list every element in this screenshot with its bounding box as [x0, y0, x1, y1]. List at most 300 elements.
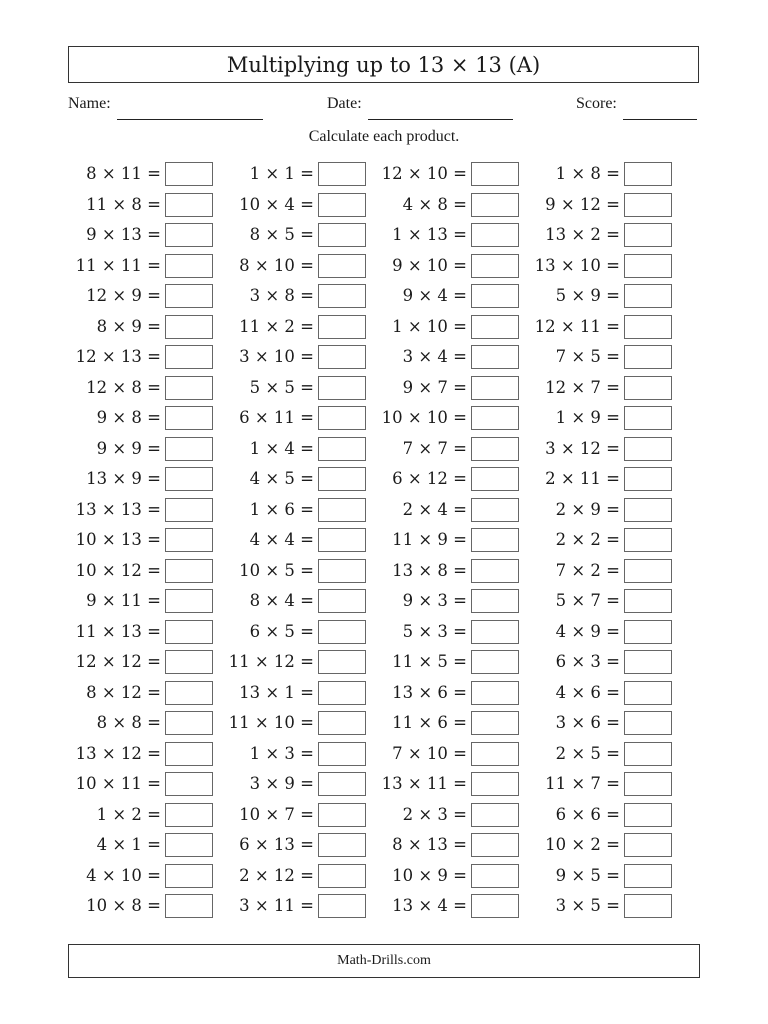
problem-expression: 3 × 10 =	[239, 347, 314, 366]
problem-cell	[221, 678, 374, 709]
problem-cell	[527, 281, 680, 312]
answer-box[interactable]	[471, 559, 519, 583]
problem-row	[68, 525, 700, 556]
problem-row	[68, 708, 700, 739]
answer-box[interactable]	[471, 833, 519, 857]
answer-box[interactable]	[471, 284, 519, 308]
answer-box[interactable]	[318, 833, 366, 857]
problem-cell	[68, 281, 221, 312]
problem-row	[68, 251, 700, 282]
problem-cell	[68, 830, 221, 861]
problem-expression: 4 × 8 =	[402, 194, 467, 214]
answer-box[interactable]	[624, 528, 672, 552]
problem-row	[68, 342, 700, 373]
problem-cell	[527, 830, 680, 861]
problem-cell	[374, 891, 527, 922]
answer-box[interactable]	[318, 772, 366, 796]
answer-box[interactable]	[624, 772, 672, 796]
problem-expression: 11 × 8 =	[86, 194, 161, 214]
problem-cell	[374, 312, 527, 343]
problem-cell	[374, 251, 527, 282]
problem-expression: 6 × 13 =	[239, 835, 314, 854]
answer-box[interactable]	[624, 864, 672, 888]
answer-box[interactable]	[318, 162, 366, 186]
answer-box[interactable]	[165, 833, 213, 857]
problem-cell	[374, 678, 527, 709]
problem-expression: 3 × 5 =	[555, 896, 620, 915]
problem-expression: 10 × 7 =	[239, 804, 314, 824]
answer-box[interactable]	[165, 894, 213, 918]
answer-box[interactable]	[165, 498, 213, 522]
answer-box[interactable]	[318, 376, 366, 400]
answer-box[interactable]	[624, 345, 672, 369]
problem-cell	[527, 190, 680, 221]
answer-box[interactable]	[471, 345, 519, 369]
footer-text: Math-Drills.com	[337, 953, 431, 968]
problem-row	[68, 617, 700, 648]
problem-cell	[221, 220, 374, 251]
problem-row	[68, 373, 700, 404]
problem-cell	[374, 861, 527, 892]
answer-box[interactable]	[165, 772, 213, 796]
problem-row	[68, 800, 700, 831]
problem-cell	[221, 251, 374, 282]
problem-expression: 9 × 5 =	[555, 865, 620, 885]
answer-box[interactable]	[624, 223, 672, 247]
problem-cell	[221, 373, 374, 404]
problem-expression: 1 × 3 =	[249, 743, 314, 763]
problem-expression: 2 × 11 =	[545, 469, 620, 488]
answer-box[interactable]	[471, 254, 519, 278]
problem-cell	[68, 251, 221, 282]
answer-box[interactable]	[471, 162, 519, 186]
problem-cell	[68, 678, 221, 709]
answer-box[interactable]	[165, 376, 213, 400]
answer-box[interactable]	[471, 193, 519, 217]
problem-expression: 9 × 8 =	[96, 408, 161, 427]
answer-box[interactable]	[624, 742, 672, 766]
answer-box[interactable]	[471, 437, 519, 461]
problem-expression: 9 × 9 =	[96, 438, 161, 458]
problem-cell	[527, 647, 680, 678]
answer-box[interactable]	[318, 864, 366, 888]
problem-cell	[527, 312, 680, 343]
answer-box[interactable]	[318, 620, 366, 644]
problem-cell	[374, 556, 527, 587]
problem-cell	[221, 434, 374, 465]
problem-expression: 10 × 8 =	[86, 896, 161, 915]
answer-box[interactable]	[318, 589, 366, 613]
answer-box[interactable]	[318, 894, 366, 918]
answer-box[interactable]	[471, 376, 519, 400]
problem-cell	[68, 220, 221, 251]
answer-box[interactable]	[318, 498, 366, 522]
answer-box[interactable]	[471, 498, 519, 522]
problem-cell	[374, 342, 527, 373]
answer-box[interactable]	[471, 742, 519, 766]
answer-box[interactable]	[318, 315, 366, 339]
problem-expression: 6 × 6 =	[555, 804, 620, 824]
problem-cell	[221, 495, 374, 526]
problem-cell	[221, 403, 374, 434]
problem-cell	[527, 495, 680, 526]
problem-cell	[527, 556, 680, 587]
problem-cell	[221, 281, 374, 312]
problem-expression: 13 × 8 =	[392, 560, 467, 580]
problem-cell	[527, 403, 680, 434]
problem-cell	[527, 434, 680, 465]
answer-box[interactable]	[471, 620, 519, 644]
answer-box[interactable]	[165, 193, 213, 217]
answer-box[interactable]	[165, 162, 213, 186]
problem-expression: 2 × 2 =	[555, 530, 620, 549]
answer-box[interactable]	[624, 620, 672, 644]
problem-cell	[221, 525, 374, 556]
problem-row	[68, 739, 700, 770]
problem-row	[68, 678, 700, 709]
problem-cell	[527, 861, 680, 892]
problem-expression: 6 × 12 =	[392, 469, 467, 488]
problem-cell	[68, 190, 221, 221]
answer-box[interactable]	[624, 284, 672, 308]
answer-box[interactable]	[624, 681, 672, 705]
problem-expression: 12 × 11 =	[534, 316, 620, 336]
problem-cell	[68, 556, 221, 587]
answer-box[interactable]	[471, 803, 519, 827]
problem-expression: 9 × 13 =	[86, 225, 161, 244]
problem-cell	[527, 159, 680, 190]
problem-expression: 9 × 7 =	[402, 377, 467, 397]
problem-expression: 8 × 11 =	[86, 164, 161, 183]
problem-row	[68, 190, 700, 221]
answer-box[interactable]	[165, 559, 213, 583]
answer-box[interactable]	[165, 437, 213, 461]
answer-box[interactable]	[318, 406, 366, 430]
answer-box[interactable]	[165, 223, 213, 247]
problem-cell	[374, 525, 527, 556]
problem-cell	[527, 342, 680, 373]
problem-cell	[221, 739, 374, 770]
answer-box[interactable]	[165, 681, 213, 705]
problem-cell	[68, 434, 221, 465]
problem-expression: 2 × 5 =	[555, 743, 620, 763]
problem-expression: 12 × 9 =	[86, 286, 161, 305]
problem-expression: 1 × 10 =	[392, 316, 467, 336]
answer-box[interactable]	[471, 681, 519, 705]
answer-box[interactable]	[318, 193, 366, 217]
problem-cell	[68, 312, 221, 343]
answer-box[interactable]	[471, 315, 519, 339]
problem-cell	[527, 678, 680, 709]
student-info-row	[68, 94, 700, 122]
problem-expression: 11 × 10 =	[228, 713, 314, 732]
answer-box[interactable]	[624, 406, 672, 430]
date-field[interactable]	[368, 94, 513, 120]
instructions: Calculate each product.	[308, 128, 460, 145]
problem-expression: 6 × 5 =	[249, 621, 314, 641]
footer-box	[68, 944, 700, 978]
problem-cell	[68, 586, 221, 617]
answer-box[interactable]	[624, 650, 672, 674]
problem-cell	[527, 586, 680, 617]
problem-expression: 6 × 11 =	[239, 408, 314, 427]
problem-expression: 11 × 5 =	[392, 652, 467, 671]
answer-box[interactable]	[165, 467, 213, 491]
answer-box[interactable]	[624, 559, 672, 583]
problem-expression: 5 × 9 =	[555, 286, 620, 305]
problem-expression: 10 × 5 =	[239, 560, 314, 580]
problem-cell	[221, 617, 374, 648]
problem-expression: 11 × 11 =	[75, 255, 161, 275]
problem-expression: 4 × 9 =	[555, 621, 620, 641]
problem-expression: 4 × 5 =	[249, 469, 314, 488]
answer-box[interactable]	[318, 650, 366, 674]
answer-box[interactable]	[318, 345, 366, 369]
answer-box[interactable]	[624, 376, 672, 400]
problem-cell	[221, 891, 374, 922]
problem-cell	[374, 800, 527, 831]
answer-box[interactable]	[624, 162, 672, 186]
problem-cell	[68, 647, 221, 678]
problem-expression: 1 × 13 =	[392, 225, 467, 244]
problem-expression: 12 × 10 =	[381, 164, 467, 183]
problem-cell	[527, 769, 680, 800]
problem-cell	[374, 403, 527, 434]
answer-box[interactable]	[471, 406, 519, 430]
problem-expression: 1 × 1 =	[249, 164, 314, 183]
answer-box[interactable]	[165, 864, 213, 888]
problem-cell	[221, 342, 374, 373]
answer-box[interactable]	[318, 254, 366, 278]
problem-expression: 13 × 4 =	[392, 896, 467, 915]
problem-cell	[374, 464, 527, 495]
answer-box[interactable]	[318, 803, 366, 827]
answer-box[interactable]	[624, 254, 672, 278]
answer-box[interactable]	[165, 650, 213, 674]
answer-box[interactable]	[165, 742, 213, 766]
answer-box[interactable]	[318, 681, 366, 705]
problem-expression: 7 × 10 =	[392, 743, 467, 763]
answer-box[interactable]	[318, 284, 366, 308]
problem-cell	[527, 373, 680, 404]
name-field-group	[68, 94, 263, 120]
problem-expression: 8 × 10 =	[239, 255, 314, 275]
problem-expression: 8 × 13 =	[392, 835, 467, 854]
name-label: Name:	[68, 95, 111, 112]
problem-cell	[374, 830, 527, 861]
problem-expression: 7 × 2 =	[555, 560, 620, 580]
problem-expression: 10 × 9 =	[392, 865, 467, 885]
answer-box[interactable]	[165, 528, 213, 552]
problem-cell	[374, 495, 527, 526]
problem-expression: 13 × 10 =	[534, 255, 620, 275]
problem-cell	[68, 739, 221, 770]
problem-expression: 11 × 13 =	[75, 621, 161, 641]
name-field[interactable]	[117, 94, 263, 120]
problem-cell	[374, 708, 527, 739]
problem-expression: 12 × 7 =	[545, 377, 620, 397]
problem-cell	[221, 861, 374, 892]
problem-expression: 2 × 3 =	[402, 804, 467, 824]
answer-box[interactable]	[624, 894, 672, 918]
problem-cell	[221, 556, 374, 587]
problem-cell	[221, 708, 374, 739]
answer-box[interactable]	[624, 467, 672, 491]
problem-cell	[221, 586, 374, 617]
answer-box[interactable]	[165, 315, 213, 339]
answer-box[interactable]	[471, 528, 519, 552]
problem-row	[68, 464, 700, 495]
answer-box[interactable]	[165, 620, 213, 644]
problem-row	[68, 312, 700, 343]
answer-box[interactable]	[624, 498, 672, 522]
problem-row	[68, 861, 700, 892]
problem-row	[68, 159, 700, 190]
answer-box[interactable]	[471, 894, 519, 918]
answer-box[interactable]	[165, 803, 213, 827]
answer-box[interactable]	[165, 711, 213, 735]
answer-box[interactable]	[624, 711, 672, 735]
problem-row	[68, 403, 700, 434]
problem-row	[68, 495, 700, 526]
problem-cell	[68, 708, 221, 739]
problem-expression: 7 × 7 =	[402, 438, 467, 458]
problem-expression: 1 × 6 =	[249, 499, 314, 519]
problem-expression: 4 × 1 =	[96, 835, 161, 854]
problem-cell	[374, 220, 527, 251]
answer-box[interactable]	[624, 803, 672, 827]
answer-box[interactable]	[318, 711, 366, 735]
problem-cell	[68, 525, 221, 556]
problem-cell	[374, 281, 527, 312]
problem-cell	[374, 434, 527, 465]
score-field[interactable]	[623, 94, 697, 120]
problem-expression: 12 × 8 =	[86, 377, 161, 397]
problem-expression: 9 × 10 =	[392, 255, 467, 275]
problem-cell	[527, 464, 680, 495]
answer-box[interactable]	[471, 467, 519, 491]
problem-expression: 1 × 2 =	[96, 804, 161, 824]
problem-expression: 3 × 9 =	[249, 774, 314, 793]
problem-expression: 3 × 8 =	[249, 286, 314, 305]
problem-expression: 10 × 12 =	[75, 560, 161, 580]
date-label: Date:	[327, 95, 362, 112]
problem-row	[68, 586, 700, 617]
problem-cell	[221, 800, 374, 831]
problem-cell	[68, 891, 221, 922]
problem-expression: 10 × 10 =	[381, 408, 467, 427]
problem-cell	[221, 830, 374, 861]
problem-expression: 13 × 11 =	[381, 774, 467, 793]
problem-expression: 1 × 4 =	[249, 438, 314, 458]
problem-expression: 12 × 12 =	[75, 652, 161, 671]
problem-expression: 10 × 2 =	[545, 835, 620, 854]
answer-box[interactable]	[471, 772, 519, 796]
problem-cell	[374, 373, 527, 404]
problem-expression: 13 × 9 =	[86, 469, 161, 488]
problem-expression: 4 × 10 =	[86, 865, 161, 885]
answer-box[interactable]	[318, 437, 366, 461]
problem-expression: 4 × 6 =	[555, 682, 620, 702]
problem-row	[68, 647, 700, 678]
answer-box[interactable]	[624, 193, 672, 217]
problem-cell	[221, 159, 374, 190]
date-field-group	[327, 94, 513, 120]
answer-box[interactable]	[624, 589, 672, 613]
answer-box[interactable]	[471, 711, 519, 735]
worksheet-title: Multiplying up to 13 × 13 (A)	[226, 52, 541, 77]
answer-box[interactable]	[165, 406, 213, 430]
problem-cell	[68, 861, 221, 892]
answer-box[interactable]	[165, 284, 213, 308]
problem-expression: 1 × 8 =	[555, 164, 620, 183]
problem-expression: 5 × 5 =	[249, 377, 314, 397]
problem-expression: 5 × 7 =	[555, 591, 620, 610]
problem-row	[68, 830, 700, 861]
answer-box[interactable]	[624, 437, 672, 461]
problem-cell	[527, 708, 680, 739]
problem-expression: 13 × 13 =	[75, 499, 161, 519]
answer-box[interactable]	[318, 559, 366, 583]
problem-row	[68, 220, 700, 251]
problem-expression: 2 × 12 =	[239, 865, 314, 885]
score-label: Score:	[576, 95, 617, 112]
problem-cell	[68, 617, 221, 648]
problem-expression: 12 × 13 =	[75, 347, 161, 366]
score-field-group	[576, 94, 697, 120]
problem-cell	[68, 159, 221, 190]
problem-cell	[221, 647, 374, 678]
answer-box[interactable]	[318, 742, 366, 766]
problem-expression: 3 × 6 =	[555, 713, 620, 732]
problem-expression: 8 × 8 =	[96, 713, 161, 732]
problem-cell	[68, 464, 221, 495]
answer-box[interactable]	[165, 589, 213, 613]
problem-expression: 11 × 7 =	[545, 774, 620, 793]
answer-box[interactable]	[471, 650, 519, 674]
answer-box[interactable]	[318, 528, 366, 552]
problem-expression: 1 × 9 =	[555, 408, 620, 427]
problem-expression: 8 × 5 =	[249, 225, 314, 244]
answer-box[interactable]	[318, 223, 366, 247]
answer-box[interactable]	[471, 589, 519, 613]
problem-cell	[68, 373, 221, 404]
problem-expression: 10 × 4 =	[239, 194, 314, 214]
problem-expression: 11 × 12 =	[228, 652, 314, 671]
answer-box[interactable]	[318, 467, 366, 491]
problem-expression: 13 × 1 =	[239, 682, 314, 702]
problem-cell	[374, 769, 527, 800]
problem-expression: 6 × 3 =	[555, 652, 620, 671]
answer-box[interactable]	[165, 254, 213, 278]
problem-expression: 3 × 11 =	[239, 896, 314, 915]
answer-box[interactable]	[471, 223, 519, 247]
problem-expression: 2 × 9 =	[555, 499, 620, 519]
problem-row	[68, 891, 700, 922]
answer-box[interactable]	[165, 345, 213, 369]
problem-cell	[374, 586, 527, 617]
problem-expression: 10 × 11 =	[75, 774, 161, 793]
answer-box[interactable]	[471, 864, 519, 888]
answer-box[interactable]	[624, 833, 672, 857]
problem-expression: 4 × 4 =	[249, 530, 314, 549]
answer-box[interactable]	[624, 315, 672, 339]
problem-expression: 8 × 9 =	[96, 316, 161, 336]
problem-expression: 8 × 12 =	[86, 682, 161, 702]
problem-expression: 11 × 2 =	[239, 316, 314, 336]
problem-cell	[527, 800, 680, 831]
problem-expression: 2 × 4 =	[402, 499, 467, 519]
